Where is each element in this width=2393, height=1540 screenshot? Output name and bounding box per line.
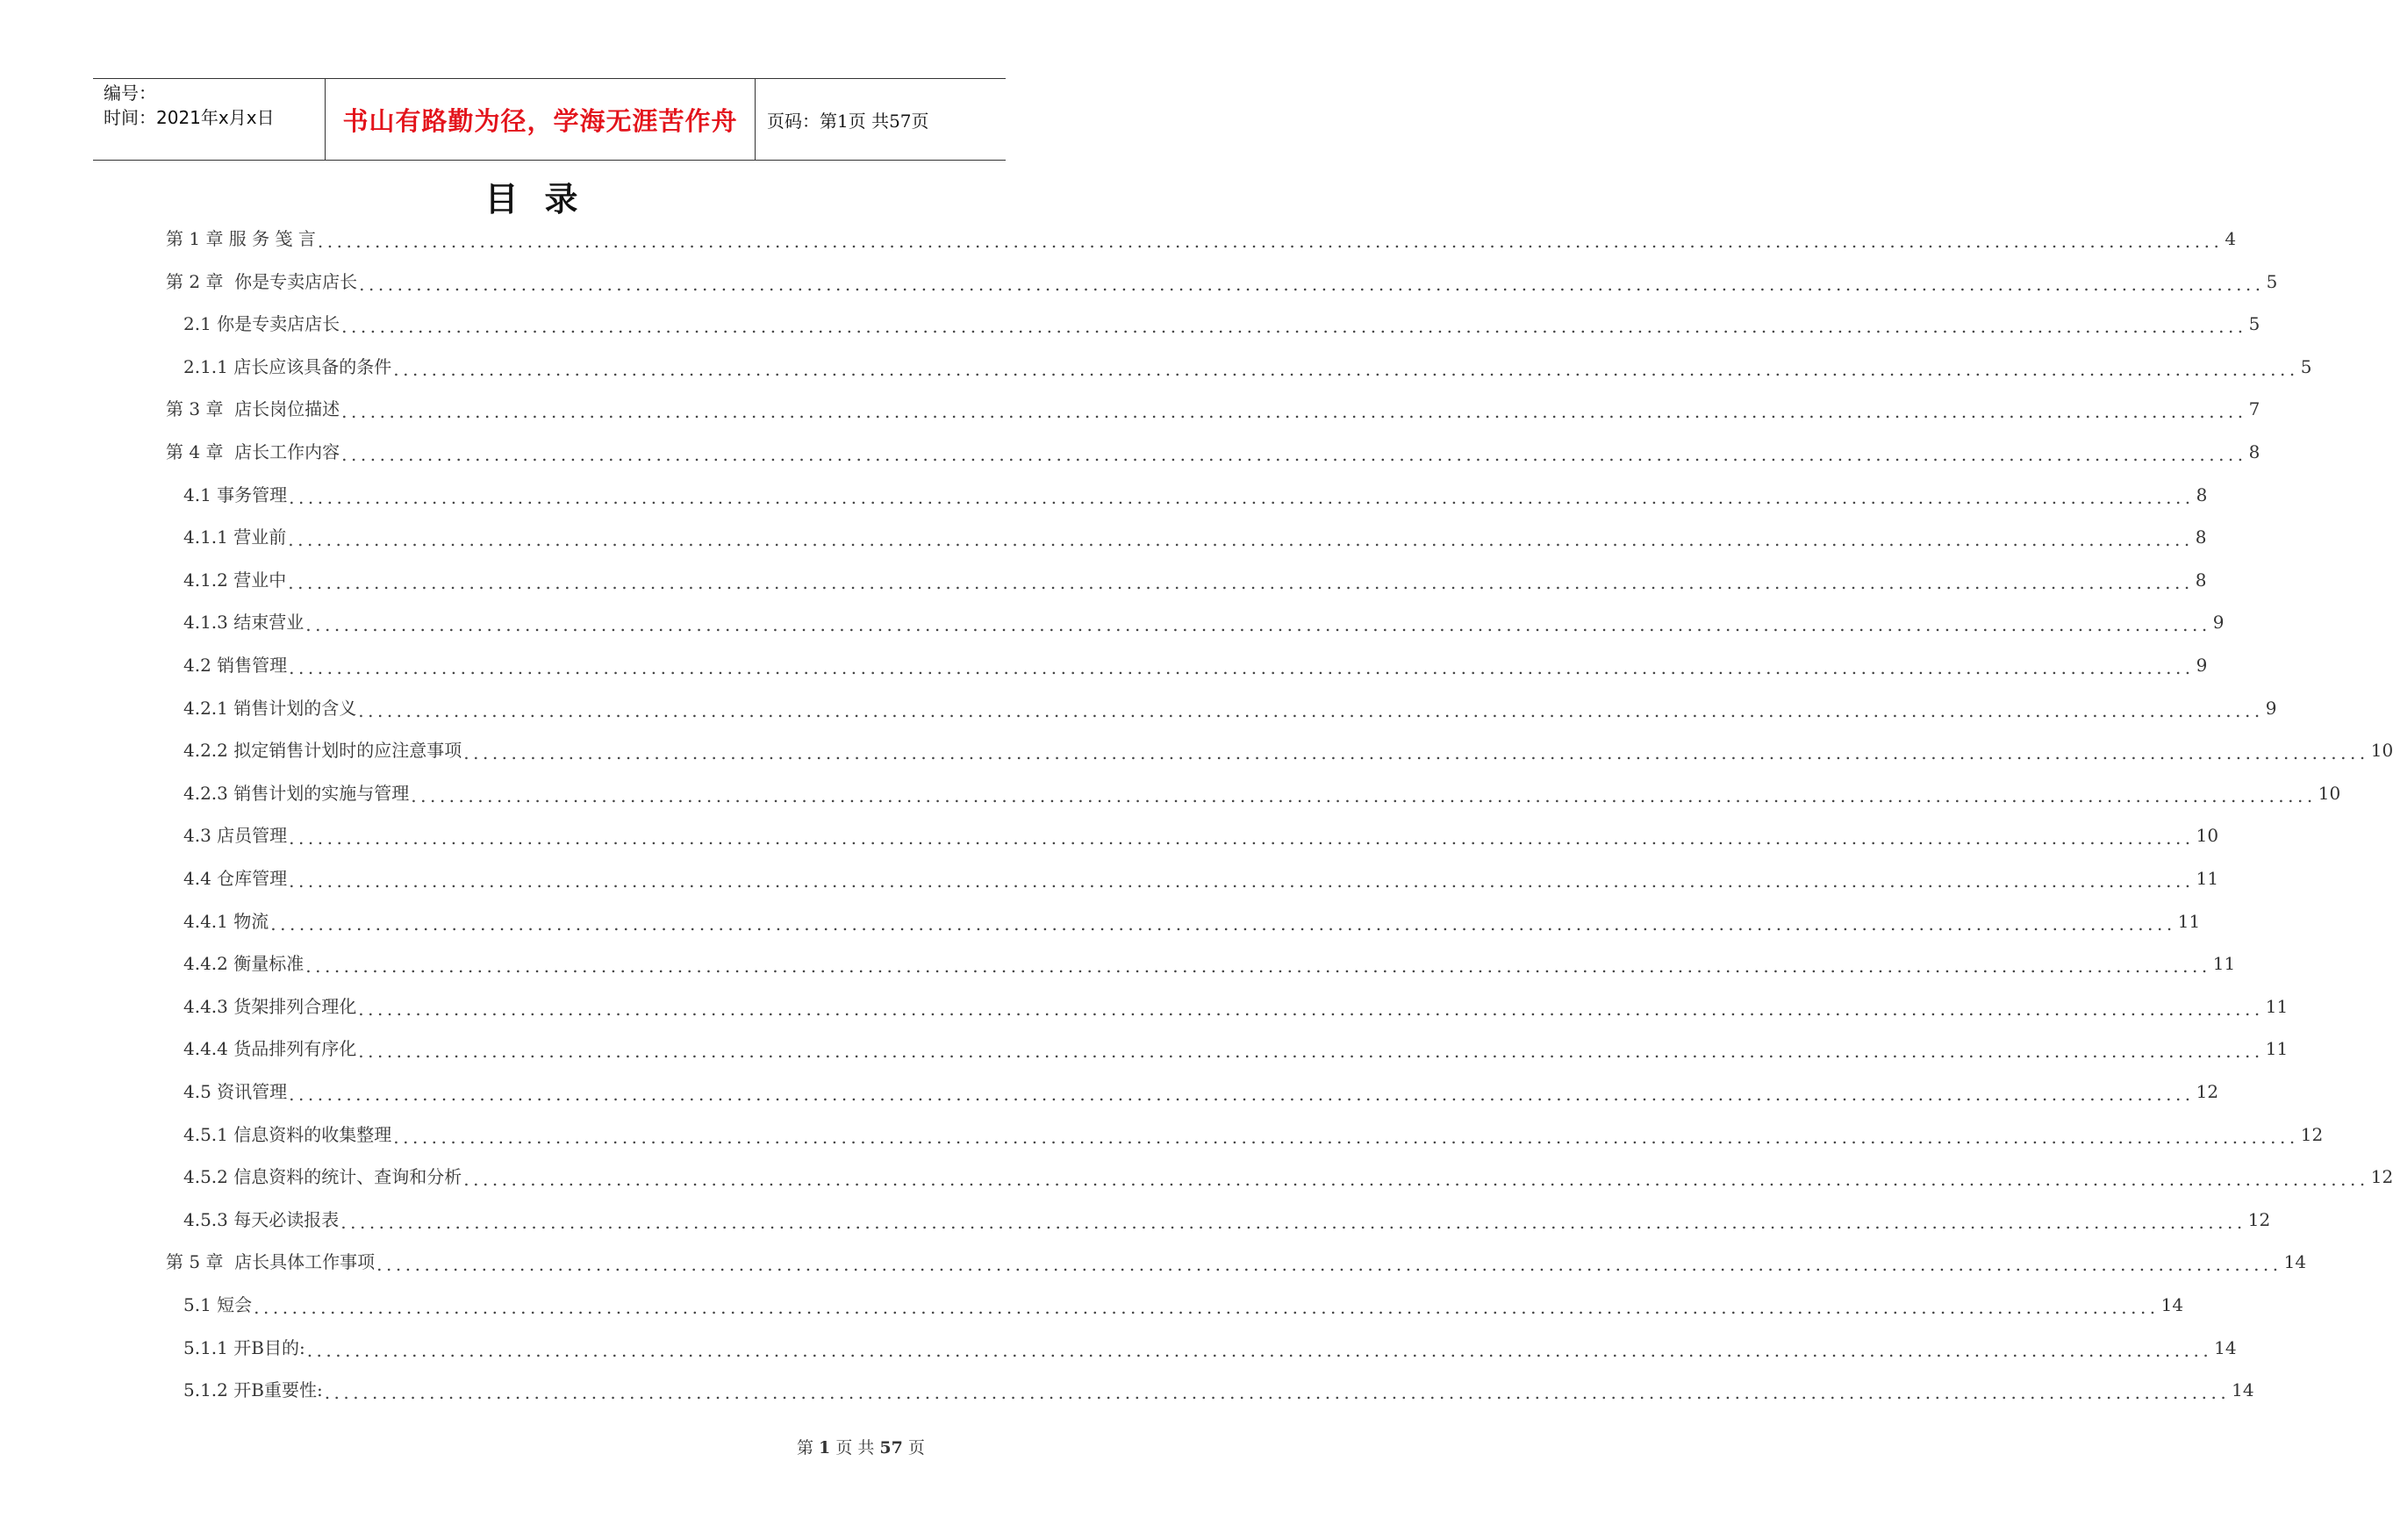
document-title: 目录 — [484, 179, 605, 218]
toc-entry[interactable] — [183, 780, 2341, 806]
toc-entry-label: 4.5.3 每天必读报表 — [183, 1209, 340, 1230]
toc-leader-dots: ........................................................................................................................................................................................................ — [463, 742, 2369, 763]
toc-entry-label: 4.1 事务管理 — [183, 484, 288, 505]
page-footer — [797, 1435, 925, 1458]
toc-entry[interactable] — [183, 1207, 2271, 1233]
toc-entry-label: 第 4 章 店长工作内容 — [166, 441, 340, 462]
toc-leader-dots: ........................................................................................................................................................................................................ — [270, 913, 2176, 935]
toc-leader-dots: ........................................................................................................................................................................................................ — [254, 1297, 2160, 1318]
toc-entry[interactable] — [166, 1249, 2307, 1275]
toc-entry[interactable] — [183, 567, 2207, 593]
toc-entry-label: 4.4.4 货品排列有序化 — [183, 1038, 357, 1059]
toc-entry-page: 11 — [2177, 911, 2201, 932]
toc-leader-dots: ........................................................................................................................................................................................................ — [324, 1382, 2231, 1403]
toc-entry-label: 2.1.1 店长应该具备的条件 — [183, 356, 392, 377]
toc-entry[interactable] — [183, 1335, 2237, 1361]
toc-entry-label: 5.1 短会 — [183, 1294, 253, 1315]
toc-leader-dots: ........................................................................................................................................................................................................ — [341, 444, 2247, 465]
toc-entry-label: 4.1.2 营业中 — [183, 569, 287, 591]
toc-leader-dots: ........................................................................................................................................................................................................ — [288, 529, 2194, 550]
toc-entry-page: 14 — [2283, 1251, 2307, 1272]
toc-entry[interactable] — [183, 1164, 2393, 1190]
toc-entry-label: 4.4.2 衡量标准 — [183, 953, 304, 974]
footer-prefix: 第 — [797, 1438, 820, 1458]
toc-leader-dots: ........................................................................................................................................................................................................ — [393, 1127, 2299, 1148]
toc-entry[interactable] — [183, 865, 2219, 892]
toc-entry-label: 4.1.3 结束营业 — [183, 612, 304, 633]
toc-leader-dots: ........................................................................................................................................................................................................ — [463, 1169, 2369, 1190]
toc-entry[interactable] — [166, 439, 2260, 465]
toc-entry-label: 4.5 资讯管理 — [183, 1081, 288, 1102]
toc-leader-dots: ........................................................................................................................................................................................................ — [288, 572, 2194, 593]
toc-entry[interactable] — [166, 226, 2237, 252]
toc-entry-page: 7 — [2248, 398, 2260, 419]
toc-leader-dots: ........................................................................................................................................................................................................ — [341, 401, 2247, 422]
toc-entry-label: 第 2 章 你是专卖店店长 — [166, 271, 358, 292]
toc-entry-page: 5 — [2300, 356, 2312, 377]
toc-entry-page: 12 — [2300, 1124, 2324, 1145]
toc-leader-dots: ........................................................................................................................................................................................................ — [376, 1254, 2282, 1275]
toc-entry-page: 12 — [2196, 1081, 2219, 1102]
toc-entry-label: 4.5.1 信息资料的收集整理 — [183, 1124, 392, 1145]
toc-entry[interactable] — [183, 1035, 2289, 1062]
toc-entry-label: 4.2.3 销售计划的实施与管理 — [183, 783, 410, 804]
toc-entry-page: 10 — [2196, 825, 2219, 846]
toc-entry-label: 4.3 店员管理 — [183, 825, 288, 846]
header-divider — [755, 79, 756, 161]
serial-number-label: 编号： — [104, 82, 156, 104]
toc-leader-dots: ........................................................................................................................................................................................................ — [305, 614, 2211, 635]
toc-entry-page: 8 — [2195, 569, 2207, 591]
page-header — [93, 78, 1006, 161]
toc-entry-label: 4.4 仓库管理 — [183, 868, 288, 889]
toc-entry[interactable] — [183, 1377, 2254, 1403]
toc-entry-page: 11 — [2212, 953, 2236, 974]
footer-middle: 页 共 — [830, 1438, 880, 1458]
toc-entry-label: 4.1.1 营业前 — [183, 526, 287, 548]
toc-entry-page: 10 — [2318, 783, 2341, 804]
toc-leader-dots: ........................................................................................................................................................................................................ — [317, 231, 2224, 252]
toc-leader-dots: ........................................................................................................................................................................................................ — [340, 1212, 2246, 1233]
toc-entry-page: 11 — [2196, 868, 2219, 889]
toc-entry-page: 14 — [2232, 1379, 2254, 1400]
toc-leader-dots: ........................................................................................................................................................................................................ — [289, 657, 2195, 678]
toc-entry-label: 第 5 章 店长具体工作事项 — [166, 1251, 376, 1272]
toc-entry[interactable] — [183, 609, 2225, 635]
header-motto: 书山有路勤为径，学海无涯苦作舟 — [342, 106, 738, 136]
toc-entry[interactable] — [183, 822, 2219, 849]
toc-entry[interactable] — [183, 737, 2393, 763]
toc-entry-page: 11 — [2265, 996, 2289, 1017]
header-meta — [104, 81, 323, 130]
toc-entry-page: 5 — [2266, 271, 2278, 292]
footer-current-page: 1 — [819, 1438, 831, 1458]
toc-entry-label: 4.2.1 销售计划的含义 — [183, 698, 357, 719]
toc-entry-page: 9 — [2196, 655, 2208, 676]
toc-entry-label: 第 3 章 店长岗位描述 — [166, 398, 340, 419]
date-label: 时间：2021年x月x日 — [104, 107, 275, 128]
toc-entry-page: 14 — [2214, 1337, 2237, 1358]
toc-entry-label: 4.5.2 信息资料的统计、查询和分析 — [183, 1166, 462, 1187]
toc-entry[interactable] — [183, 652, 2208, 678]
toc-leader-dots: ........................................................................................................................................................................................................ — [358, 700, 2264, 721]
toc-leader-dots: ........................................................................................................................................................................................................ — [358, 999, 2264, 1020]
toc-entry-page: 14 — [2160, 1294, 2184, 1315]
toc-leader-dots: ........................................................................................................................................................................................................ — [289, 1084, 2195, 1105]
toc-entry-page: 12 — [2370, 1166, 2393, 1187]
toc-entry[interactable] — [183, 482, 2208, 508]
toc-entry-label: 4.4.1 物流 — [183, 911, 269, 932]
toc-entry-label: 5.1.1 开B目的: — [183, 1337, 305, 1358]
toc-entry[interactable] — [183, 908, 2201, 935]
toc-entry-label: 4.2.2 拟定销售计划时的应注意事项 — [183, 740, 462, 761]
toc-leader-dots: ........................................................................................................................................................................................................ — [289, 870, 2195, 892]
toc-leader-dots: ........................................................................................................................................................................................................ — [359, 274, 2265, 295]
toc-entry[interactable] — [183, 1121, 2324, 1148]
toc-leader-dots: ........................................................................................................................................................................................................ — [393, 359, 2299, 380]
toc-entry-label: 5.1.2 开B重要性: — [183, 1379, 323, 1400]
toc-entry-label: 第 1 章 服 务 笺 言 — [166, 228, 316, 249]
toc-leader-dots: ........................................................................................................................................................................................................ — [305, 956, 2211, 977]
toc-entry-page: 5 — [2248, 313, 2260, 334]
toc-entry-page: 8 — [2248, 441, 2260, 462]
toc-entry[interactable] — [183, 354, 2312, 380]
toc-leader-dots: ........................................................................................................................................................................................................ — [289, 487, 2195, 508]
toc-leader-dots: ........................................................................................................................................................................................................ — [289, 827, 2195, 849]
toc-entry-page: 8 — [2196, 484, 2208, 505]
toc-entry-page: 12 — [2247, 1209, 2271, 1230]
toc-entry-page: 11 — [2265, 1038, 2289, 1059]
toc-leader-dots: ........................................................................................................................................................................................................ — [358, 1041, 2264, 1062]
toc-entry-label: 4.4.3 货架排列合理化 — [183, 996, 357, 1017]
toc-entry-label: 2.1 你是专卖店店长 — [183, 313, 340, 334]
header-page-info: 页码：第1页 共57页 — [767, 111, 929, 132]
toc-entry[interactable] — [183, 524, 2207, 550]
toc-entry[interactable] — [183, 695, 2277, 721]
toc-entry-page: 9 — [2265, 698, 2277, 719]
footer-suffix: 页 — [902, 1438, 925, 1458]
toc-leader-dots: ........................................................................................................................................................................................................ — [411, 785, 2317, 806]
toc-entry[interactable] — [183, 993, 2289, 1020]
toc-entry[interactable] — [183, 950, 2236, 977]
toc-entry-page: 8 — [2195, 526, 2207, 548]
toc-entry[interactable] — [183, 311, 2260, 337]
toc-entry[interactable] — [183, 1078, 2219, 1105]
toc-entry-page: 10 — [2370, 740, 2393, 761]
toc-entry-page: 4 — [2225, 228, 2237, 249]
toc-entry[interactable] — [166, 269, 2278, 295]
footer-total-pages: 57 — [879, 1438, 903, 1458]
toc-leader-dots: ........................................................................................................................................................................................................ — [341, 316, 2247, 337]
toc-entry-page: 9 — [2212, 612, 2225, 633]
toc-entry[interactable] — [183, 1292, 2184, 1318]
toc-entry-label: 4.2 销售管理 — [183, 655, 288, 676]
toc-entry[interactable] — [166, 396, 2260, 422]
toc-leader-dots: ........................................................................................................................................................................................................ — [306, 1340, 2213, 1361]
